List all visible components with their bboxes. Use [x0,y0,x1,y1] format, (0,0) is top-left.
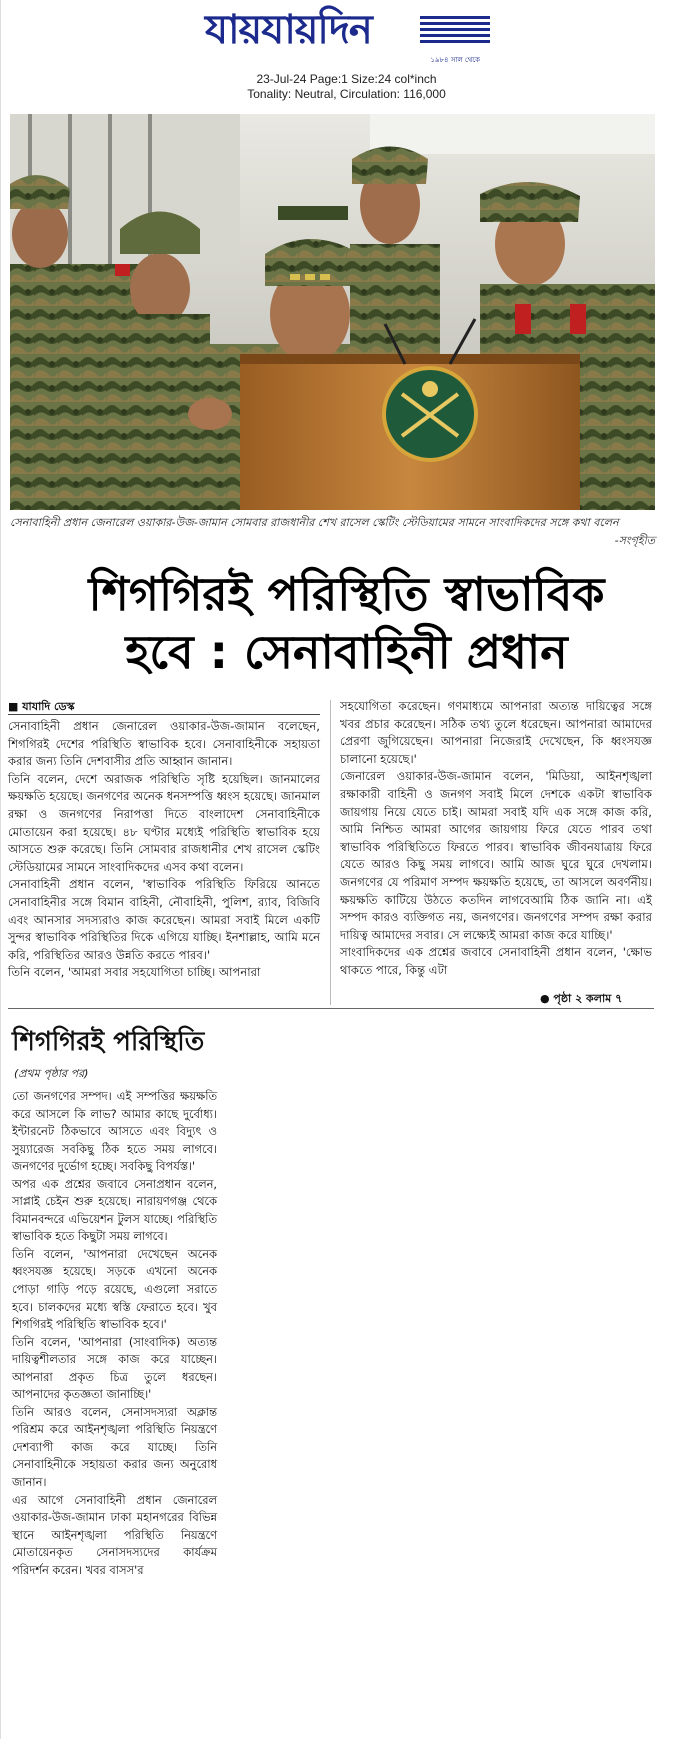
continuation-subheading: (প্রথম পৃষ্ঠার পর) [14,1067,89,1080]
byline-rule [8,714,320,715]
paragraph: সহযোগিতা করেছেন। গণমাধ্যমে আপনারা অত্যন্ত দায়িত্বের সঙ্গে খবর প্রচার করেছেন। সঠিক তথ্য তুলে ধরেছেন। আপনারা আমাদের প্রেরণা জুগিয়েছেন। আপনারা নিজেরাই দেখেছেন, কি ধ্বংসযজ্ঞ চালানো হয়েছে।' [340,699,652,766]
article-column-right [340,698,652,980]
paragraph: এর আগে সেনাবাহিনী প্রধান জেনারেল ওয়াকার-উজ-জামান ঢাকা মহানগরের বিভিন্ন স্থানে আইনশৃঙ্খলা পরিস্থিতি নিয়ন্ত্রণে মোতায়েনকৃত সেনাসদস্যদের কার্যক্রম পরিদর্শন করেন। খবর বাসস'র [12,1492,217,1577]
newspaper-masthead [205,6,490,68]
paragraph: তিনি বলেন, 'আপনারা (সাংবাদিক) অত্যন্ত দায়িত্বশীলতার সঙ্গে কাজ করে যাচ্ছেন। আপনারা প্রকৃত চিত্র তুলে ধরছেন। আপনাদের কৃতজ্ঞতা জানাচ্ছি।' [12,1334,217,1402]
paragraph: তিনি বলেন, দেশে অরাজক পরিস্থিতি সৃষ্টি হয়েছিল। জানমালের ক্ষয়ক্ষতি হয়েছে। জনগণের অনেক ধনসম্পত্তি ধ্বংস হয়েছে। জানমাল রক্ষা ও জনগণের নিরাপত্তা দিতে বাংলাদেশ সেনাবাহিনীকে মোতায়েন করা হয়েছে। ৪৮ ঘণ্টার মধ্যেই পরিস্থিতি স্বাভাবিক হয়ে আসতে শুরু করেছে। তিনি সোমবার রাজধানীর শেখ রাসেল স্কেটিং স্টেডিয়ামের সামনে সাংবাদিকদের এসব কথা বলেন। [8,771,320,874]
paragraph: তিনি বলেন, 'আপনারা দেখেছেন অনেক ধ্বংসযজ্ঞ হয়েছে। সড়কে এখনো অনেক পোড়া গাড়ি পড়ে রয়েছে, এগুলো সরাতে হবে। চালকদের মধ্যে স্বস্তি ফেরাতে হবে। খুব শিগগিরই পরিস্থিতি স্বাভাবিক হবে।' [12,1246,217,1332]
paragraph: সেনাবাহিনী প্রধান বলেন, 'স্বাভাবিক পরিস্থিতি ফিরিয়ে আনতে সেনাবাহিনীর সঙ্গে বিমান বাহিনী, নৌবাহিনী, পুলিশ, র‍্যাব, বিজিবি এবং আনসার সদস্যরাও কাজ করেছেন। আমরা সবাই মিলে একটি সুন্দর স্বাভাবিক পরিস্থিতির দিকে এগিয়ে যাচ্ছি। ইনশাল্লাহ, আমি মনে করি, পরিস্থিতির আরও উন্নতি করতে পারব।' [8,877,320,962]
army-chief-press-photo [10,114,655,510]
page-edge [0,0,2,1739]
article-headline [0,565,693,681]
byline: ■ যাযাদি ডেস্ক [8,700,75,713]
section-rule [8,1008,654,1009]
continuation-column [12,1088,217,1579]
headline-line-2: হবে : সেনাবাহিনী প্রধান [125,625,568,679]
headline-line-1: শিগগিরই পরিস্থিতি স্বাভাবিক [88,567,605,621]
paragraph: তো জনগণের সম্পদ। এই সম্পত্তির ক্ষয়ক্ষতি করে আসলে কি লাভ? আমার কাছে দুর্বোধ্য। ইন্টারনেট ঠিকভাবে আসতে এবং বিদ্যুৎ ও সুয়্যারেজ সবকিছু ঠিক হতে সময় লাগবে। জনগণের দুর্ভোগ হচ্ছে। সবকিছু বিপর্যস্ত।' [12,1089,217,1174]
paragraph: তিনি আরও বলেন, সেনাসদস্যরা অক্লান্ত পরিশ্রম করে আইনশৃঙ্খলা পরিস্থিতি নিয়ন্ত্রণে দেশব্যাপী কাজ করে যাচ্ছে। তিনি সেনাবাহিনীকে সহায়তা করার জন্য অনুরোধ জানান। [12,1404,217,1490]
clipping-meta-date: 23-Jul-24 Page:1 Size:24 col*inch [256,72,437,86]
logo-stripes [420,16,490,46]
paragraph: জেনারেল ওয়াকার-উজ-জামান বলেন, 'মিডিয়া, আইনশৃঙ্খলা রক্ষাকারী বাহিনী ও জনগণ সবাই মিলে দেশকে একটা স্বাভাবিক জায়গায় নিয়ে যেতে চাই। আমরা সবাই যদি এক সঙ্গে কাজ করি, আমি নিশ্চিত আমরা আগের জায়গায় ফিরে যেতে পারব তথা স্বাভাবিক পরিস্থিতিতে ফিরতে পারব। স্বাভাবিক জীবনযাত্রায় ফিরে যেতে আরও কিছু সময় লাগবে। আমি আজ ঘুরে ঘুরে দেখলাম। জনগণের যে পরিমাণ সম্পদ ক্ষয়ক্ষতি হয়েছে, তা আসলে অবর্ণনীয়। ক্ষয়ক্ষতি কাটিয়ে উঠতে কতদিন লাগবেআমি ঠিক জানি না। এই সম্পদ কারও ব্যক্তিগত নয়, জনগণের। জনগণের সম্পদ রক্ষা করার দায়িত্ব আমাদের সবার। সে লক্ষ্যেই আমরা কাজ করে যাচ্ছি।' [340,769,652,942]
continuation-heading: শিগগিরই পরিস্থিতি [12,1027,205,1057]
newspaper-logo: যায়যায়দিন [205,7,372,53]
paragraph: সাংবাদিকদের এক প্রশ্নের জবাবে সেনাবাহিনী প্রধান বলেন, 'ক্ষোভ থাকতে পারে, কিন্তু এটা [340,945,652,977]
clipping-meta-tonality: Tonality: Neutral, Circulation: 116,000 [247,87,446,101]
photo-credit: -সংগৃহীত [614,534,655,547]
continued-on-page-marker: ● পৃষ্ঠা ২ কলাম ৭ [540,992,623,1005]
paragraph: তিনি বলেন, 'আমরা সবার সহযোগিতা চাচ্ছি। আপনারা [8,965,261,980]
paragraph: অপর এক প্রশ্নের জবাবে সেনাপ্রধান বলেন, সাপ্লাই চেইন শুরু হয়েছে। নারায়ণগঞ্জ থেকে বিমানবন্দরে এভিয়েশন টুলস যাচ্ছে। পরিস্থিতি স্বাভাবিক হতে কিছুটা সময় লাগবে। [12,1176,217,1244]
photo-caption-text: সেনাবাহিনী প্রধান জেনারেল ওয়াকার-উজ-জামান সোমবার রাজধানীর শেখ রাসেল স্কেটিং স্টেডিয়ামের সামনে সাংবাদিকদের সঙ্গে কথা বলেন [10,516,619,529]
logo-since-tagline: ১৯৮৪ সাল থেকে [430,56,480,64]
photo-caption [10,514,655,547]
article-column-left [8,718,320,982]
column-divider [330,700,331,1005]
news-photo [10,114,655,510]
paragraph: সেনাবাহিনী প্রধান জেনারেল ওয়াকার-উজ-জামান বলেছেন, শিগগিরই দেশের পরিস্থিতি স্বাভাবিক হবে। সেনাবাহিনীকে সহায়তা করার জন্য তিনি দেশবাসীর প্রতি আহ্বান জানান। [8,719,320,769]
